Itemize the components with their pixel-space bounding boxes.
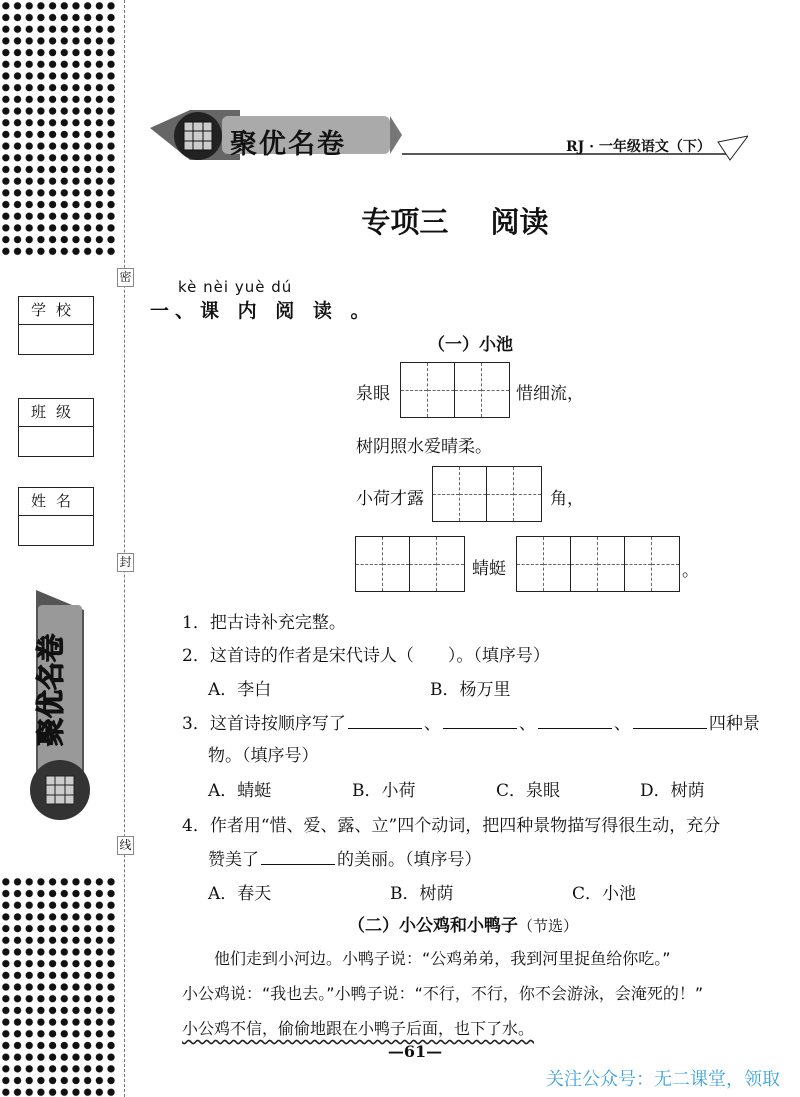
watermark-text: 关注公众号：无二课堂，领取 (546, 1069, 780, 1090)
poem-line2: 树阴照水爱晴柔。 (356, 437, 492, 457)
vertical-brand-logo (28, 590, 92, 840)
q3-option-d: D．树荫 (640, 781, 705, 801)
q4-option-c: C．小池 (572, 884, 637, 904)
poem-line4-grid-left[interactable] (355, 536, 465, 592)
poem-line1-prefix: 泉眼 (356, 384, 390, 404)
passage-line-2: 小公鸡说：“我也去。”小鸭子说：“不行，不行，你不会游泳，会淹死的！” (182, 984, 704, 1003)
q3-blank-2[interactable] (443, 728, 517, 729)
vertical-brand-text: 聚优名卷 (34, 633, 67, 747)
poem-subtitle: （一）小池 (428, 335, 513, 355)
q3-sep-1: 、 (423, 714, 441, 734)
q3-option-b: B．小荷 (352, 781, 416, 801)
q3-text-a: 3．这首诗按顺序写了 (182, 714, 346, 734)
question-4: 4．作者用“惜、爱、露、立”四个动词，把四种景物描写得很生动，充分 (182, 816, 721, 836)
school-field[interactable] (19, 325, 93, 354)
class-field[interactable] (19, 427, 93, 456)
q4-text-b2: 的美丽。（填序号） (337, 850, 482, 870)
page-title (0, 200, 800, 241)
name-label: 姓名 (19, 488, 93, 516)
class-box (18, 398, 94, 457)
q3-blank-3[interactable] (538, 728, 612, 729)
q3-option-c: C．泉眼 (496, 781, 561, 801)
poem-line3-prefix: 小荷才露 (356, 489, 424, 509)
seal-char-xian: 线 (117, 836, 134, 855)
passage-title: （二）小公鸡和小鸭子 (348, 916, 518, 936)
title-topic-number: 专项三 (361, 205, 449, 239)
passage-subtitle (348, 911, 578, 936)
poem-line4-end: 。 (682, 561, 699, 581)
passage-line-1: 他们走到小河边。小鸭子说：“公鸡弟弟，我到河里捉鱼给你吃。” (214, 949, 671, 968)
q4-option-a: A．春天 (208, 884, 272, 904)
section-heading: 一、课 内 阅 读 。 (150, 300, 376, 322)
q3-blank-4[interactable] (633, 728, 707, 729)
name-box (18, 487, 94, 546)
q4-option-b: B．树荫 (390, 884, 454, 904)
poem-line3-grid[interactable] (432, 466, 542, 522)
seal-char-mi: 密 (117, 268, 134, 287)
q2-option-b: B．杨万里 (430, 680, 511, 700)
grade-subject-label: RJ · 一年级语文（下） (566, 139, 711, 155)
q4-text-b1: 赞美了 (208, 850, 259, 870)
q3-blank-1[interactable] (348, 728, 422, 729)
question-2: 2．这首诗的作者是宋代诗人（ ）。（填序号） (182, 646, 550, 666)
header-brand: 聚优名卷 (230, 129, 346, 160)
passage-line-3: 小公鸡不信，偷偷地跟在小鸭子后面，也下了水。 (182, 1019, 535, 1038)
name-field[interactable] (19, 516, 93, 545)
poem-line3-suffix: 角， (550, 489, 584, 509)
seal-char-feng: 封 (117, 553, 134, 572)
q3-continuation: 物。（填序号） (208, 746, 319, 766)
school-label: 学校 (19, 297, 93, 325)
q2-option-a: A．李白 (208, 680, 272, 700)
q3-option-a: A．蜻蜓 (208, 781, 272, 801)
school-box (18, 296, 94, 355)
class-label: 班级 (19, 399, 93, 427)
binding-dashed-line (124, 0, 125, 1097)
q4-blank[interactable] (261, 864, 335, 865)
poem-line4-grid-right[interactable] (516, 536, 680, 592)
margin-dot-pattern-bottom (0, 876, 118, 1097)
section-pinyin: kè nèi yuè dú (178, 278, 293, 296)
q4-continuation (208, 845, 482, 870)
page-number: —61— (387, 1042, 443, 1061)
question-1: 1．把古诗补充完整。 (182, 613, 346, 633)
question-3 (182, 709, 760, 734)
poem-line1-grid[interactable] (400, 362, 510, 418)
q3-text-b: 四种景 (708, 714, 760, 734)
q3-sep-3: 、 (613, 714, 631, 734)
q3-sep-2: 、 (518, 714, 536, 734)
poem-line4-middle: 蜻蜓 (472, 559, 506, 579)
poem-line1-suffix: 惜细流， (516, 384, 584, 404)
passage-note: （节选） (518, 917, 579, 935)
title-topic-name: 阅读 (490, 205, 549, 239)
